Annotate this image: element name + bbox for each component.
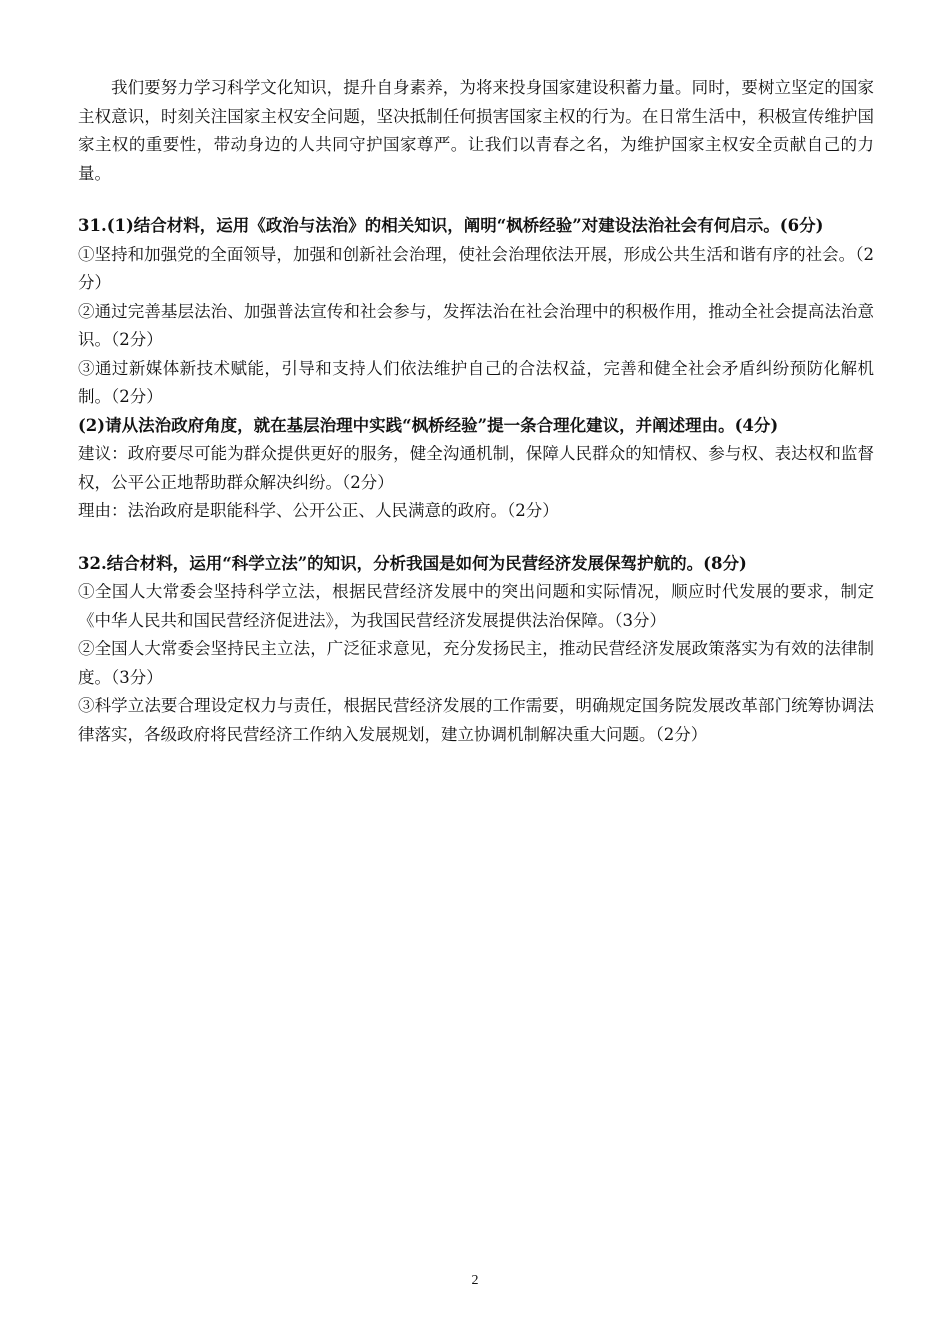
- question-32: [78, 550, 874, 750]
- answer-item: ①全国人大常委会坚持科学立法，根据民营经济发展中的突出问题和实际情况，顺应时代发展的要求，制定《中华人民共和国民营经济促进法》，为我国民营经济发展提供法治保障。（3分）: [78, 582, 874, 630]
- answer-item: ②全国人大常委会坚持民主立法，广泛征求意见，充分发扬民主，推动民营经济发展政策落实为有效的法律制度。（3分）: [78, 639, 874, 687]
- intro-paragraph: 我们要努力学习科学文化知识，提升自身素养，为将来投身国家建设积蓄力量。同时，要树立坚定的国家主权意识，时刻关注国家主权安全问题，坚决抵制任何损害国家主权的行为。在日常生活中，积极宣传维护国家主权的重要性，带动身边的人共同守护国家尊严。让我们以青春之名，为维护国家主权安全贡献自己的力量。: [78, 78, 874, 183]
- document-page: [78, 74, 874, 749]
- reason-answer: 理由：法治政府是职能科学、公开公正、人民满意的政府。（2分）: [78, 501, 559, 520]
- answer-item: ①坚持和加强党的全面领导，加强和创新社会治理，使社会治理依法开展，形成公共生活和谐有序的社会。（2分）: [78, 244, 874, 292]
- question-31-part-1-title: 31.(1)结合材料，运用《政治与法治》的相关知识，阐明“枫桥经验”对建设法治社会有何启示。(6分): [78, 216, 824, 235]
- question-32-title: 32.结合材料，运用“科学立法”的知识，分析我国是如何为民营经济发展保驾护航的。(8分): [78, 553, 747, 573]
- page-number: 2: [471, 1273, 479, 1288]
- answer-item: ③通过新媒体新技术赋能，引导和支持人们依法维护自己的合法权益，完善和健全社会矛盾纠纷预防化解机制。（2分）: [78, 358, 874, 406]
- question-31: [78, 212, 874, 526]
- suggestion-answer: 建议：政府要尽可能为群众提供更好的服务，健全沟通机制，保障人民群众的知情权、参与权、表达权和监督权，公平公正地帮助群众解决纠纷。（2分）: [78, 444, 874, 492]
- answer-item: ③科学立法要合理设定权力与责任，根据民营经济发展的工作需要，明确规定国务院发展改革部门统筹协调法律落实，各级政府将民营经济工作纳入发展规划，建立协调机制解决重大问题。（2分）: [78, 696, 874, 744]
- question-31-part-2-title: (2)请从法治政府角度，就在基层治理中实践“枫桥经验”提一条合理化建议，并阐述理由。(4分): [78, 415, 779, 435]
- answer-item: ②通过完善基层法治、加强普法宣传和社会参与，发挥法治在社会治理中的积极作用，推动全社会提高法治意识。（2分）: [78, 301, 874, 349]
